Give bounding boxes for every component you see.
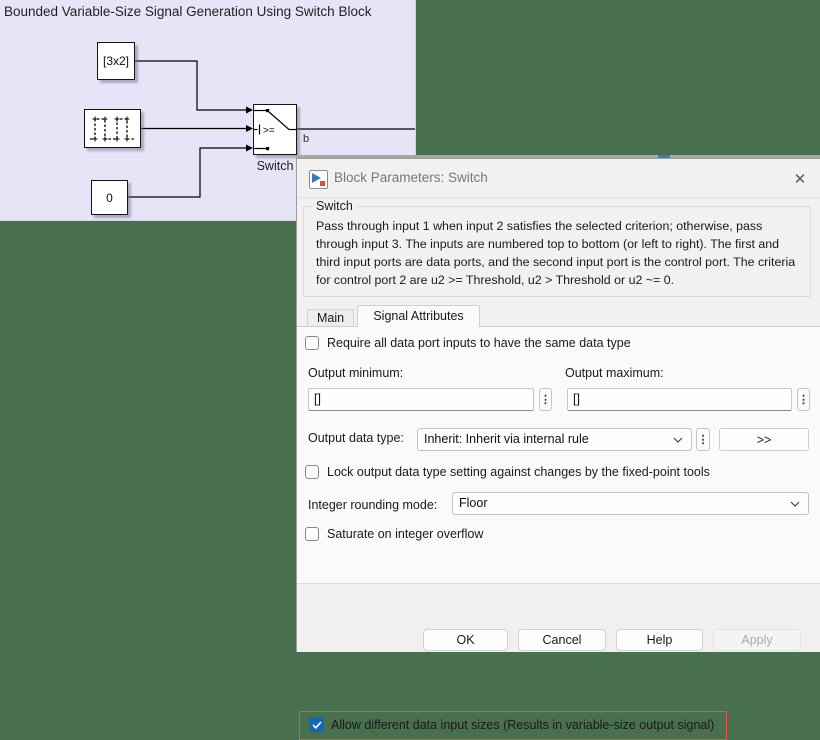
output-signal-label: b [303, 133, 310, 145]
ok-button[interactable]: OK [423, 629, 508, 651]
output-minimum-input[interactable]: [] [308, 388, 534, 411]
saturate-checkbox[interactable] [305, 527, 319, 541]
switch-criterion-text: >= [263, 125, 275, 137]
dialog-footer [297, 583, 820, 652]
switch-block[interactable] [253, 104, 297, 155]
close-icon[interactable]: ✕ [793, 171, 807, 188]
switch-block-icon [254, 105, 296, 154]
switch-description-group [303, 199, 811, 297]
tab-bar [297, 305, 820, 326]
cancel-button[interactable]: Cancel [518, 629, 606, 651]
integer-rounding-select[interactable] [452, 492, 809, 515]
block-description: Pass through input 1 when input 2 satisfies the selected criterion; otherwise, pass through input 3. The inputs are numbered top to bottom (or left to right). The first and third input ports are data ports, and the second input port is the control port. The criteria for control port 2 are u2 >= Threshold, u2 > Threshold or u2 ~= 0. [316, 219, 796, 287]
constant-block-zero-label: 0 [106, 190, 113, 205]
output-data-type-value: Inherit: Inherit via internal rule [424, 432, 589, 446]
group-label: Switch [312, 199, 357, 213]
icon-square [319, 180, 326, 187]
integer-rounding-value: Floor [459, 496, 488, 510]
chevron-down-icon [790, 501, 800, 507]
constant-block-zero[interactable] [91, 180, 128, 215]
block-parameters-icon [309, 170, 328, 189]
tab-main[interactable]: Main [307, 309, 354, 326]
switch-block-label: Switch [256, 159, 294, 173]
allow-different-sizes-label: Allow different data input sizes (Results in variable-size output signal) [331, 718, 715, 732]
output-maximum-input[interactable]: [] [567, 388, 792, 411]
model-title: Bounded Variable-Size Signal Generation Using Switch Block [4, 4, 372, 19]
block-parameters-dialog [296, 158, 820, 732]
check-icon [312, 721, 322, 729]
lock-output-checkbox[interactable] [305, 465, 319, 479]
dialog-titlebar[interactable] [297, 159, 820, 198]
output-maximum-menu-button[interactable]: ⋮ [797, 388, 810, 411]
dialog-title: Block Parameters: Switch [334, 170, 488, 185]
constant-block-3x2[interactable] [97, 42, 135, 80]
saturate-label: Saturate on integer overflow [327, 527, 484, 541]
data-type-assistant-button[interactable]: >> [719, 428, 809, 451]
constant-block-3x2-label: [3x2] [102, 54, 129, 68]
output-data-type-menu-button[interactable]: ⋮ [696, 428, 710, 451]
apply-button[interactable]: Apply [713, 629, 801, 651]
chevron-down-icon [673, 437, 683, 443]
require-same-type-label: Require all data port inputs to have the same data type [327, 336, 631, 350]
output-data-type-select[interactable] [417, 428, 692, 451]
allow-different-sizes-checkbox[interactable] [309, 717, 324, 732]
output-data-type-label: Output data type: [308, 431, 404, 445]
output-minimum-menu-button[interactable]: ⋮ [539, 388, 552, 411]
tab-signal-attributes[interactable]: Signal Attributes [357, 305, 480, 327]
lock-output-label: Lock output data type setting against changes by the fixed-point tools [327, 465, 710, 479]
output-minimum-label: Output minimum: [308, 366, 404, 380]
integer-rounding-label: Integer rounding mode: [308, 498, 438, 512]
require-same-type-checkbox[interactable] [305, 336, 319, 350]
stair-pulse-icon [85, 110, 140, 147]
help-button[interactable]: Help [616, 629, 703, 651]
signal-source-block[interactable] [84, 109, 141, 148]
output-maximum-label: Output maximum: [565, 366, 664, 380]
